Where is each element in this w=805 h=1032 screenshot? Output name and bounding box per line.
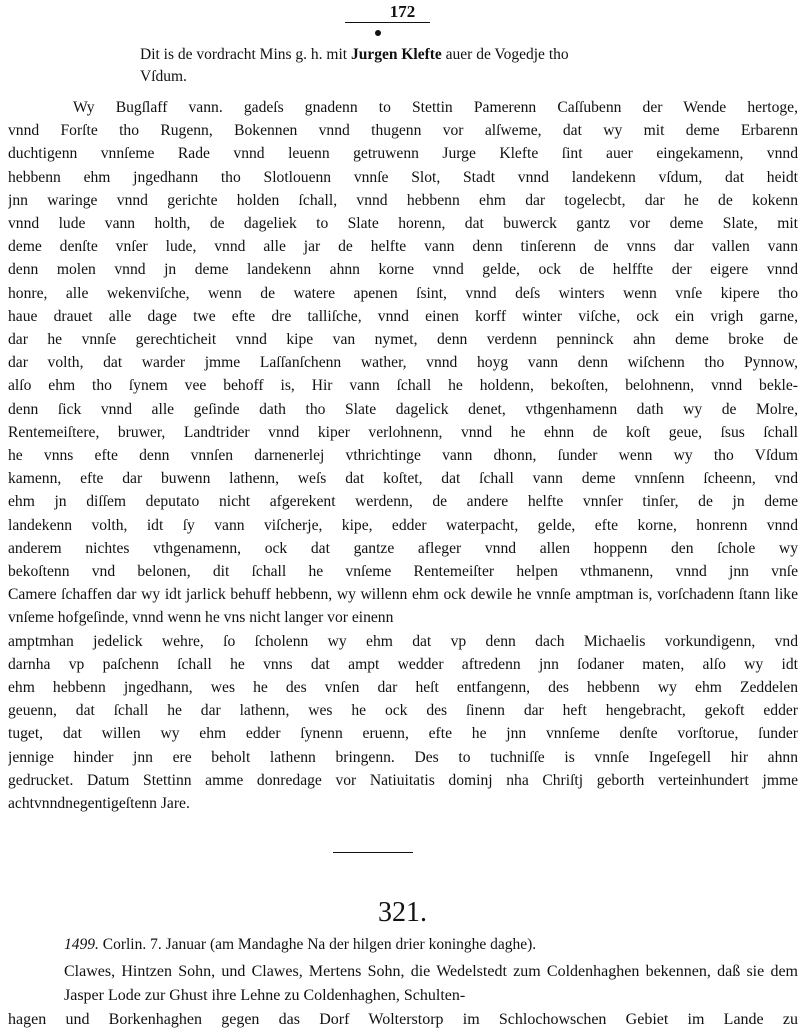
body-line: jennige hinder jnn ere beholt lathenn bringenn. Des to tuchniſſe is vnnſe Ingeſegell hir ahnn: [8, 748, 798, 766]
body-text: [8, 96, 798, 815]
body-line: kamenn, efte dar buwenn lathenn, weſs dat koſtet, dat ſchall vann deme vnnſenn ſcheenn, vnd: [8, 470, 798, 488]
heading-name: Jurgen Klefte: [350, 46, 442, 63]
body-line: haue drauet alle dage twe efte dre talliſche, vnnd einen korff winter viſche, ock ein vrigh garne,: [8, 307, 798, 325]
body-line: landekenn volth, idt ſy vann viſcherje, kipe, edder waterpacht, gelde, efte korne, honrenn vnnd: [8, 516, 798, 534]
header-rule: [345, 22, 430, 23]
body-line: denn ſick vnnd alle geſinde dath tho Slate dagelick denet, vthgenhamenn dath wy de Molre,: [8, 400, 798, 418]
body-line: dar he vnnſe gerechticheit vnnd kipe van nymet, denn verdenn penninck ahn deme broke de: [8, 331, 798, 349]
body-line: bekoſtenn vnd belonen, dit ſchall he vnſeme Rentemeiſter helpen vthmanenn, vnnd jnn vnſe: [8, 563, 798, 581]
body-line: tuget, dat willen wy ehm edder ſynenn eruenn, efte he jnn vnnſeme denſte vorſtorue, ſunder: [8, 725, 798, 743]
heading-text-1: Dit is de vordracht Mins g. h. mit: [140, 46, 348, 63]
summary-line: hagen und Borkenhaghen gegen das Dorf Wolterstorp im Schlochowschen Gebiet im Lande zu: [8, 1011, 798, 1028]
body-line: amptmhan jedelick wehre, ſo ſcholenn wy ehm dat vp denn dach Michaelis vorkundigenn, vnd: [8, 632, 798, 650]
body-line: Rentemeiſtere, bruwer, Landtrider vnnd kiper verlohnenn, vnnd he ehnn de koſt geue, ſsus ſchall: [8, 423, 798, 441]
body-line: alſo ehm tho ſynem vee behoff is, Hir vann ſchall he holdenn, bekoſten, belohnenn, vnnd bekle-: [8, 377, 798, 395]
heading-text-2: auer de Vogedje tho: [445, 46, 569, 63]
body-line: geuenn, dat ſchall he dar lathenn, wes he ock des ſinenn dar heft hengebracht, gekoft edder: [8, 702, 798, 720]
body-line: vnnd Forſte tho Rugenn, Bokennen vnnd thugenn vor alſweme, dat wy mit deme Erbarenn: [8, 122, 798, 140]
date-rest: Corlin. 7. Januar (am Mandaghe Na der hilgen drier koninghe daghe).: [102, 936, 537, 953]
date-year: 1499.: [64, 936, 99, 953]
body-line: Camere ſchaffen dar wy idt jarlick behuff hebbenn, wy willenn ehm ock dewile he vnnſe amptman is, vorſchadenn ſtann like vnſeme hofgeſinde, vnnd wenn he vns nicht langer vor einenn: [8, 586, 798, 627]
page-number: 172: [389, 2, 416, 21]
body-line: dar volth, dat warder jmme Laſſanſchenn wather, vnnd hoyg vann denn wiſchenn tho Pynnow,: [8, 354, 798, 372]
body-line: honre, alle wekenviſche, wenn de watere apenen ſsint, vnnd deſs winters wenn vnſe kipere tho: [8, 284, 798, 302]
body-line: Wy Bugſlaff vann. gadeſs gnadenn to Stettin Pamerenn Caſſubenn der Wende hertoge,: [73, 99, 798, 116]
ornament-dot: [375, 30, 381, 36]
body-line: duchtigenn vnnſeme Rade vnnd leuenn getruwenn Jurge Klefte ſint auer eingekamenn, vnnd: [8, 145, 798, 163]
body-line: denn molen vnnd jn deme landekenn ahnn korne vnnd gelde, ock de helffte der eigere vnnd: [8, 261, 798, 279]
date-line: [64, 936, 536, 954]
body-line: ehm jn diſſem deputato nicht afgerekent werdenn, de andere helfte vnnſer tinſer, de jn deme: [8, 493, 798, 511]
body-line: deme denſte vnſer lude, vnnd alle jar de helfte vann denn tinſerenn de vnns dar vallen vann: [8, 238, 798, 256]
heading-line-2: Vſdum.: [140, 68, 187, 85]
body-line: vnnd lude vann holth, de dageliek to Slate horenn, dat buwerck gantz vor deme Slate, mit: [8, 215, 798, 233]
body-line: hebbenn ehm jngedhann tho Slotlouenn vnnſe Slot, Stadt vnnd landekenn vſdum, dat heidt: [8, 168, 798, 186]
body-line: gedrucket. Datum Stettinn amme donredage vor Natiuitatis dominj nha Chriſtj geborth verteinhundert jmme achtvnndnegentigeſtenn Jare.: [8, 771, 798, 813]
body-line: jnn waringe vnnd gerichte holden ſchall, vnnd hebbenn ehm dar togelecbt, dar he de kokenn: [8, 191, 798, 209]
section-divider: [333, 852, 413, 853]
summary-line: Clawes, Hintzen Sohn, und Clawes, Mertens Sohn, die Wedelstedt zum Coldenhaghen bekennen, daß sie dem Jasper Lode zur Ghust ihre Lehne zu Coldenhaghen, Schulten-: [64, 963, 798, 1004]
body-line: he vnns efte denn vnnſen darnenerlej vthrichtinge vann dhonn, ſunder wenn wy tho Vſdum: [8, 447, 798, 465]
document-number: 321.: [378, 897, 427, 928]
body-line: anderem nichtes vthgenamenn, ock dat gantze afleger vnnd allen hoppenn den ſchole wy: [8, 539, 798, 557]
summary-text: [8, 960, 798, 1032]
body-line: ehm hebbenn jngedhann, wes he des vnſen dar heſt entfangenn, des hebbenn wy ehm Zeddelen: [8, 679, 798, 697]
body-line: darnha vp paſchenn ſchall he vnns dat ampt wedder aftredenn jnn ſodaner maten, alſo wy idt: [8, 655, 798, 673]
document-heading: [140, 44, 800, 88]
